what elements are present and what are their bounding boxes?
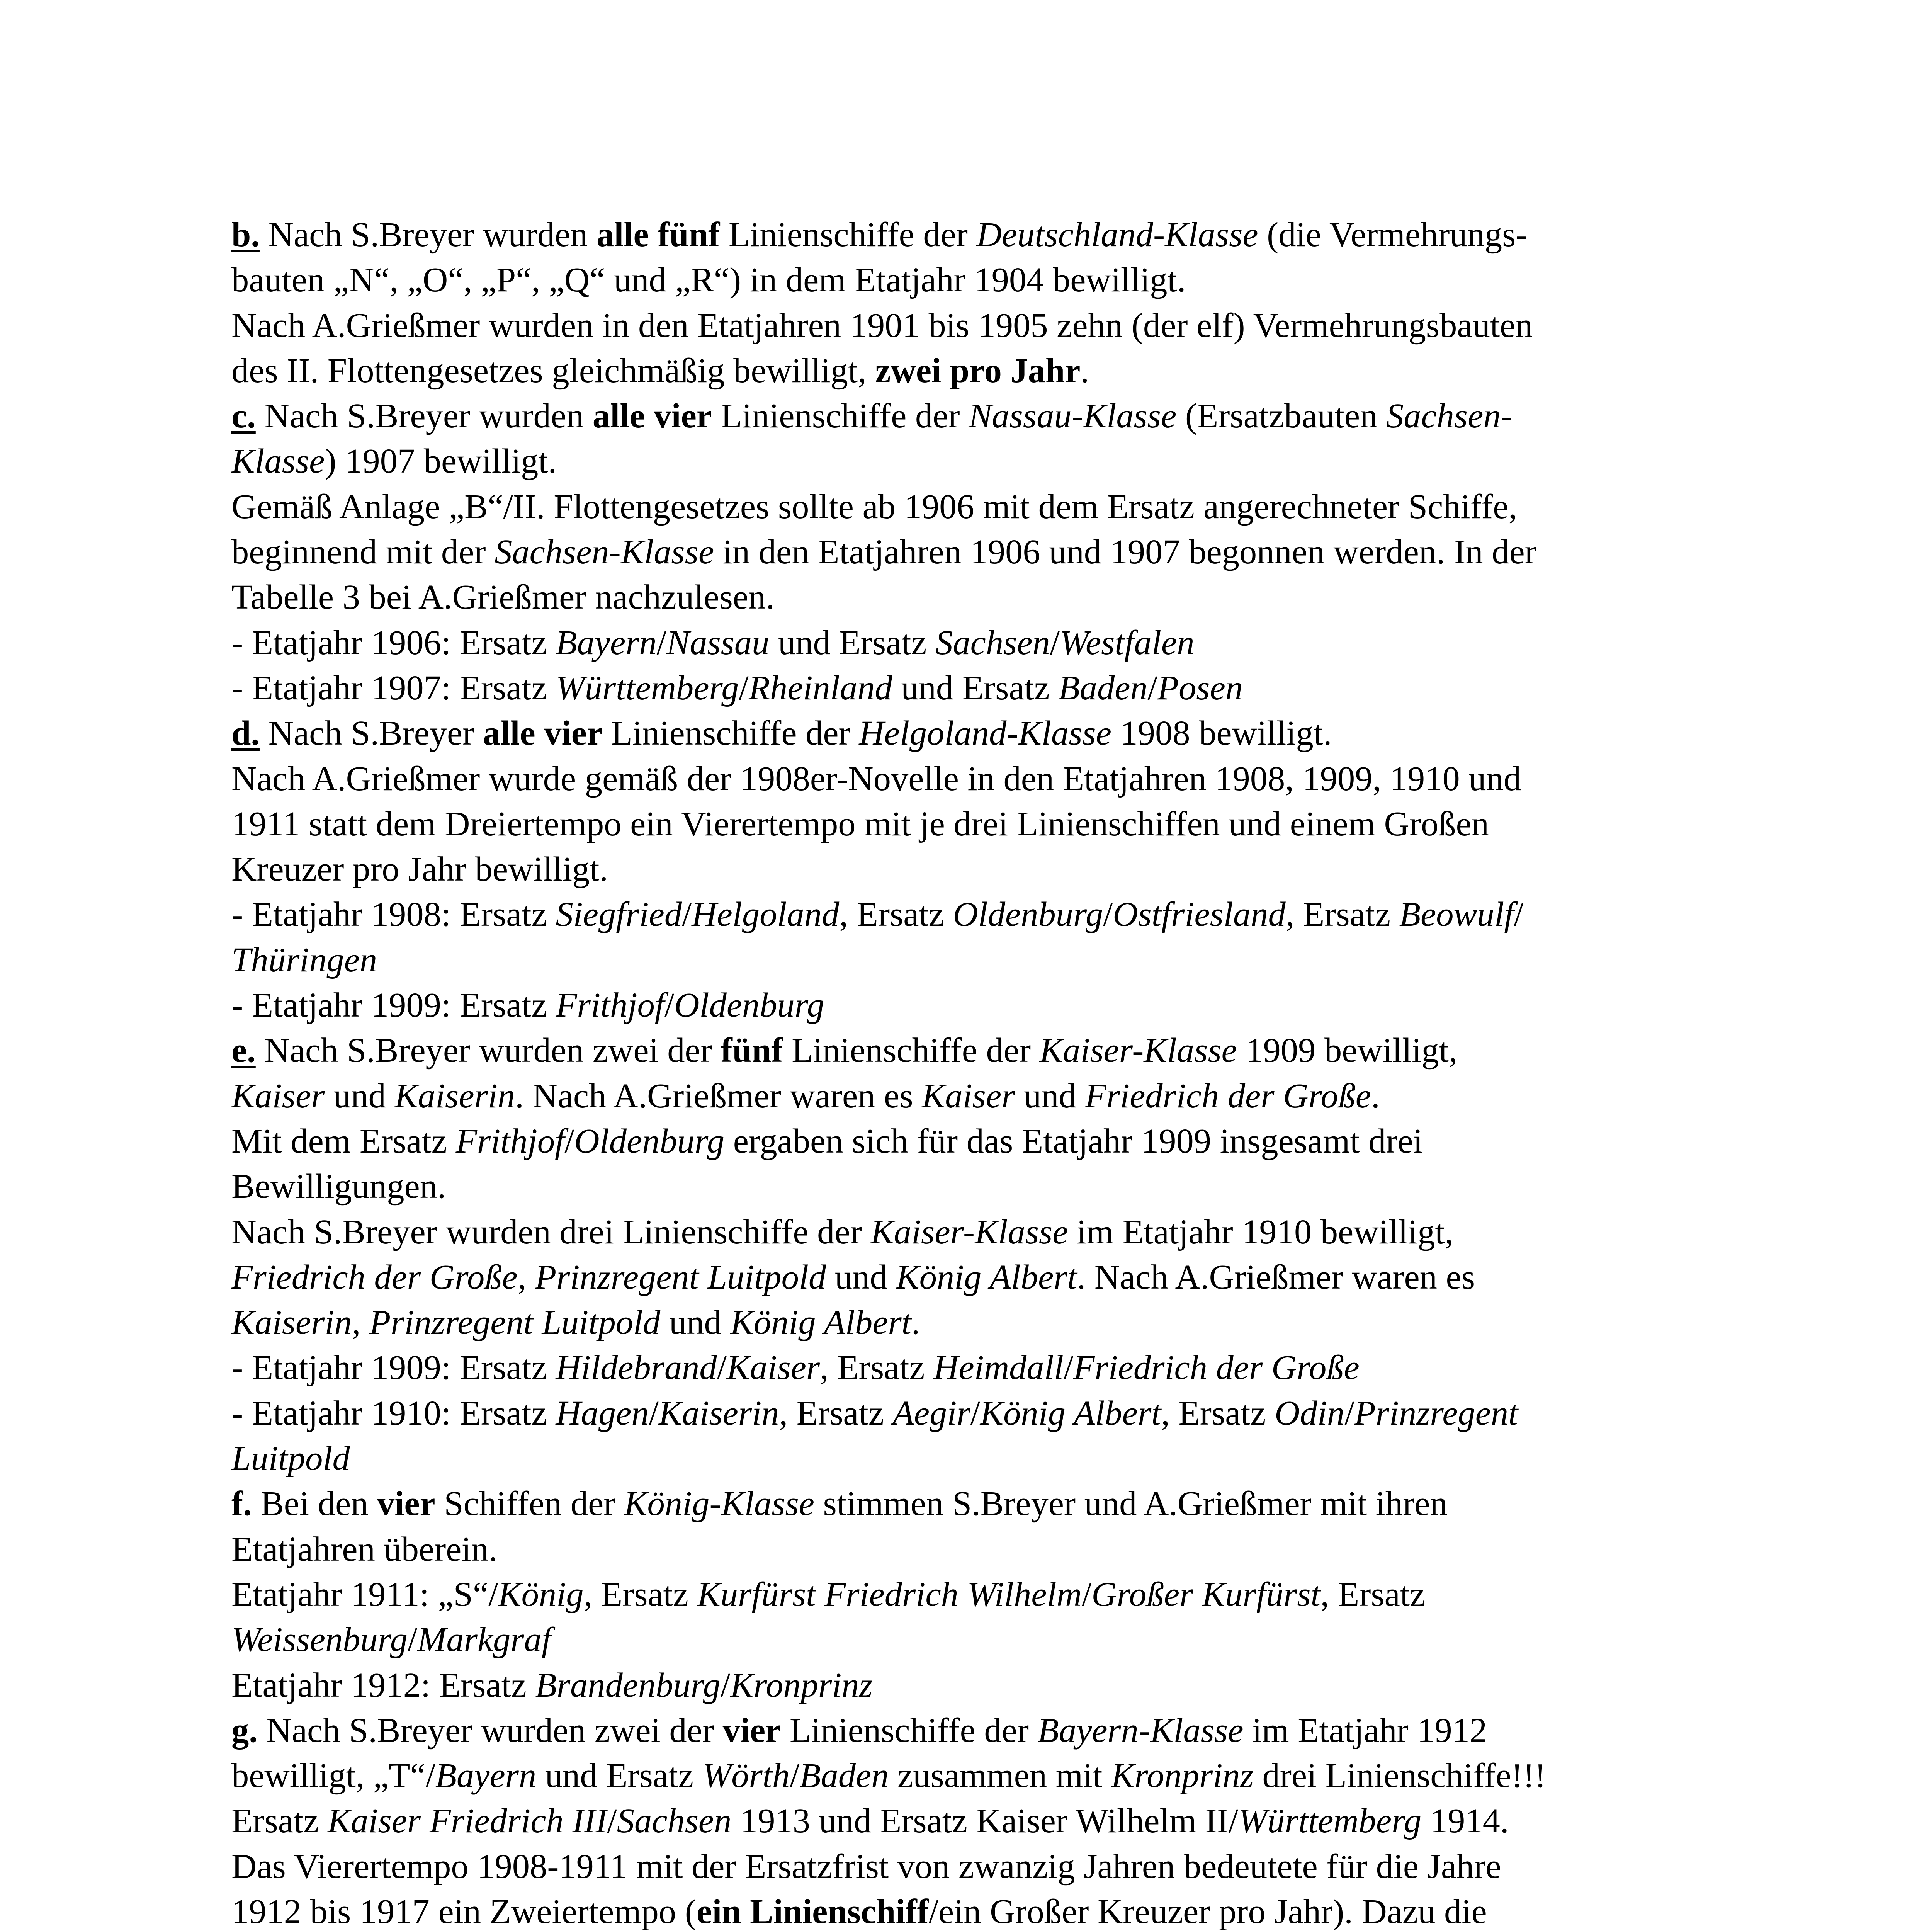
text-line bbox=[231, 257, 1692, 302]
text-run: Brandenburg bbox=[535, 1665, 721, 1704]
text-run: Bayern bbox=[556, 622, 657, 662]
text-run: Bayern-Klasse bbox=[1037, 1710, 1244, 1750]
text-run: Westfalen bbox=[1059, 622, 1195, 662]
text-run: Nach S.Breyer bbox=[259, 713, 483, 753]
text-line bbox=[231, 1390, 1692, 1435]
text-run: vier bbox=[377, 1484, 435, 1523]
text-run: und bbox=[325, 1076, 395, 1115]
text-run: / bbox=[656, 622, 666, 662]
text-run: /ein Großer Kreuzer pro Jahr). Dazu die bbox=[928, 1891, 1487, 1931]
text-line bbox=[231, 438, 1692, 483]
text-run: Aegir bbox=[892, 1393, 970, 1432]
text-run: Württemberg bbox=[1238, 1801, 1422, 1840]
text-run: Helgoland bbox=[692, 895, 840, 934]
text-run: . bbox=[911, 1303, 920, 1342]
text-run: Etatjahr 1911: „S“/ bbox=[231, 1574, 498, 1614]
text-run: Württemberg bbox=[556, 668, 739, 707]
text-run: / bbox=[720, 1665, 731, 1704]
text-run: , Ersatz bbox=[820, 1348, 934, 1387]
text-run: Kaiserin bbox=[658, 1393, 779, 1432]
text-run: / bbox=[717, 1348, 727, 1387]
text-run: / bbox=[739, 668, 749, 707]
text-run: Nach S.Breyer wurden drei Linienschiffe der bbox=[231, 1212, 871, 1251]
text-run: Helgoland-Klasse bbox=[859, 713, 1111, 753]
text-line bbox=[231, 710, 1692, 755]
text-run: Friedrich der Große bbox=[1073, 1348, 1360, 1387]
text-run: Sachsen-Klasse bbox=[495, 532, 714, 571]
text-run: und Ersatz bbox=[769, 622, 936, 662]
text-run: / bbox=[564, 1121, 574, 1160]
text-line bbox=[231, 846, 1692, 891]
text-run: Frithjof bbox=[556, 985, 664, 1025]
text-run: / bbox=[1344, 1393, 1354, 1432]
text-run: Oldenburg bbox=[574, 1121, 725, 1160]
text-run: ergaben sich für das Etatjahr 1909 insgesamt drei bbox=[724, 1121, 1423, 1160]
text-run: / bbox=[1514, 895, 1524, 934]
text-run: Etatjahr 1912: Ersatz bbox=[231, 1665, 535, 1704]
text-run: bewilligt, „T“/ bbox=[231, 1756, 435, 1795]
text-line bbox=[231, 1526, 1692, 1571]
text-run: Thüringen bbox=[231, 940, 377, 979]
text-line bbox=[231, 1798, 1692, 1843]
text-run: Nassau bbox=[666, 622, 770, 662]
text-run: Hagen bbox=[556, 1393, 649, 1432]
text-run: in den Etatjahren 1906 und 1907 begonnen werden. In der bbox=[714, 532, 1536, 571]
text-line bbox=[231, 1481, 1692, 1526]
text-run: König Albert bbox=[980, 1393, 1161, 1432]
text-run: Prinzregent bbox=[1354, 1393, 1518, 1432]
text-line bbox=[231, 937, 1692, 982]
text-line bbox=[231, 393, 1692, 438]
text-run: / bbox=[790, 1756, 800, 1795]
text-run: Kaiser bbox=[922, 1076, 1015, 1115]
text-run: , Ersatz bbox=[1161, 1393, 1275, 1432]
text-run: / bbox=[1082, 1574, 1092, 1614]
text-run: - Etatjahr 1910: Ersatz bbox=[231, 1393, 556, 1432]
text-run: Mit dem Ersatz bbox=[231, 1121, 456, 1160]
text-run: - Etatjahr 1909: Ersatz bbox=[231, 985, 556, 1025]
text-run: / bbox=[1050, 622, 1060, 662]
text-run: Kreuzer pro Jahr bewilligt. bbox=[231, 849, 608, 889]
text-run: Kaiser-Klasse bbox=[1039, 1031, 1237, 1070]
text-run: . bbox=[1080, 350, 1089, 390]
text-run: im Etatjahr 1910 bewilligt, bbox=[1068, 1212, 1454, 1251]
text-run: und bbox=[826, 1257, 896, 1296]
text-run: Markgraf bbox=[417, 1620, 551, 1659]
text-run: . Nach A.Grießmer waren es bbox=[1077, 1257, 1475, 1296]
text-run: vier bbox=[722, 1710, 781, 1750]
text-run: Sachsen- bbox=[1386, 396, 1513, 435]
text-run: Linienschiffe der bbox=[781, 1710, 1038, 1750]
text-run: Prinzregent Luitpold bbox=[369, 1303, 661, 1342]
text-run: Ostfriesland bbox=[1113, 895, 1286, 934]
text-run: Kronprinz bbox=[1111, 1756, 1254, 1795]
text-run: 1912 bis 1917 ein Zweiertempo ( bbox=[231, 1891, 697, 1931]
text-line bbox=[231, 756, 1692, 801]
text-run: beginnend mit der bbox=[231, 532, 495, 571]
text-run: Kronprinz bbox=[730, 1665, 873, 1704]
text-run: drei Linienschiffe!!! bbox=[1253, 1756, 1547, 1795]
text-run: Posen bbox=[1157, 668, 1243, 707]
text-run: / bbox=[664, 985, 675, 1025]
text-run: , Ersatz bbox=[839, 895, 953, 934]
text-run: Gemäß Anlage „B“/II. Flottengesetzes sollte ab 1906 mit dem Ersatz angerechneter Schiffe, bbox=[231, 486, 1518, 526]
text-line bbox=[231, 1073, 1692, 1118]
text-run: Baden bbox=[1058, 668, 1148, 707]
text-line bbox=[231, 574, 1692, 619]
text-run: / bbox=[607, 1801, 617, 1840]
text-run: Schiffen der bbox=[435, 1484, 624, 1523]
text-run: Linienschiffe der bbox=[783, 1031, 1040, 1070]
text-line bbox=[231, 1027, 1692, 1073]
text-line bbox=[231, 212, 1692, 257]
text-run: Bayern bbox=[435, 1756, 537, 1795]
text-run: 1914. bbox=[1421, 1801, 1509, 1840]
text-run: und Ersatz bbox=[892, 668, 1059, 707]
text-run: Siegfried bbox=[556, 895, 682, 934]
text-line bbox=[231, 801, 1692, 846]
text-line bbox=[231, 1889, 1692, 1932]
text-line bbox=[231, 1708, 1692, 1753]
text-run: - Etatjahr 1908: Ersatz bbox=[231, 895, 556, 934]
text-run: - Etatjahr 1909: Ersatz bbox=[231, 1348, 556, 1387]
text-line bbox=[231, 1299, 1692, 1345]
text-run: b. bbox=[231, 215, 260, 254]
text-run: c. bbox=[231, 396, 256, 435]
text-run: und Ersatz bbox=[536, 1756, 702, 1795]
text-run: alle vier bbox=[592, 396, 712, 435]
text-run: König Albert bbox=[896, 1257, 1077, 1296]
text-line bbox=[231, 1662, 1692, 1708]
text-run: 1909 bewilligt, bbox=[1237, 1031, 1458, 1070]
text-run: des II. Flottengesetzes gleichmäßig bewilligt, bbox=[231, 350, 875, 390]
text-run: Deutschland-Klasse bbox=[976, 215, 1258, 254]
text-run: Odin bbox=[1275, 1393, 1345, 1432]
text-run: , bbox=[517, 1257, 535, 1296]
text-run: / bbox=[970, 1393, 980, 1432]
text-run: Oldenburg bbox=[674, 985, 824, 1025]
text-run: Linienschiffe der bbox=[602, 713, 859, 753]
text-run: im Etatjahr 1912 bbox=[1243, 1710, 1487, 1750]
text-run: Prinzregent Luitpold bbox=[535, 1257, 826, 1296]
text-run: Sachsen bbox=[617, 1801, 732, 1840]
text-run: - Etatjahr 1906: Ersatz bbox=[231, 622, 556, 662]
text-run: Luitpold bbox=[231, 1439, 350, 1478]
text-run: , Ersatz bbox=[1285, 895, 1399, 934]
text-line bbox=[231, 620, 1692, 665]
text-run: bauten „N“, „O“, „P“, „Q“ und „R“) in dem Etatjahr 1904 bewilligt. bbox=[231, 260, 1186, 299]
text-run: (die Vermehrungs- bbox=[1258, 215, 1528, 254]
text-run: Großer Kurfürst bbox=[1091, 1574, 1320, 1614]
text-run: ein Linienschiff bbox=[696, 1891, 929, 1931]
text-line bbox=[231, 1254, 1692, 1299]
text-line bbox=[231, 891, 1692, 937]
text-run: Kurfürst Friedrich Wilhelm bbox=[697, 1574, 1082, 1614]
text-run: zwei pro Jahr bbox=[875, 350, 1081, 390]
text-run: Etatjahren überein. bbox=[231, 1529, 498, 1568]
text-run: Nach S.Breyer wurden zwei der bbox=[257, 1710, 723, 1750]
text-line bbox=[231, 1753, 1692, 1798]
text-run: , Ersatz bbox=[779, 1393, 893, 1432]
text-run: / bbox=[1147, 668, 1157, 707]
text-run: Nach A.Grießmer wurde gemäß der 1908er-Novelle in den Etatjahren 1908, 1909, 1910 und bbox=[231, 759, 1521, 798]
text-line bbox=[231, 484, 1692, 529]
text-run: und bbox=[1015, 1076, 1085, 1115]
text-line bbox=[231, 982, 1692, 1027]
text-run: Oldenburg bbox=[953, 895, 1103, 934]
text-line bbox=[231, 1617, 1692, 1662]
text-line bbox=[231, 303, 1692, 348]
text-run: ) 1907 bewilligt. bbox=[325, 441, 557, 481]
text-run: / bbox=[407, 1620, 418, 1659]
text-run: zusammen mit bbox=[889, 1756, 1111, 1795]
text-run: Rheinland bbox=[748, 668, 892, 707]
text-line bbox=[231, 665, 1692, 710]
text-line bbox=[231, 1118, 1692, 1163]
text-run: 1911 statt dem Dreiertempo ein Vierertempo mit je drei Linienschiffen und einem Großen bbox=[231, 804, 1489, 843]
text-run: 1908 bewilligt. bbox=[1111, 713, 1332, 753]
text-run: / bbox=[649, 1393, 659, 1432]
body-text bbox=[231, 212, 1692, 1932]
text-line bbox=[231, 1435, 1692, 1481]
text-run: g. bbox=[231, 1710, 258, 1750]
text-line bbox=[231, 1163, 1692, 1209]
text-run: stimmen S.Breyer und A.Grießmer mit ihren bbox=[814, 1484, 1448, 1523]
text-run: e. bbox=[231, 1031, 256, 1070]
text-run: d. bbox=[231, 713, 260, 753]
text-run: Weissenburg bbox=[231, 1620, 408, 1659]
text-run: Bei den bbox=[252, 1484, 377, 1523]
text-run: Heimdall bbox=[933, 1348, 1064, 1387]
text-run: und bbox=[660, 1303, 731, 1342]
text-run: König bbox=[498, 1574, 584, 1614]
text-run: Das Vierertempo 1908-1911 mit der Ersatzfrist von zwanzig Jahren bedeutete für die Jahre bbox=[231, 1846, 1501, 1886]
text-line bbox=[231, 1571, 1692, 1617]
text-run: . Nach A.Grießmer waren es bbox=[515, 1076, 922, 1115]
text-run: , Ersatz bbox=[1320, 1574, 1426, 1614]
text-run: Kaiserin bbox=[394, 1076, 515, 1115]
text-run: Nach S.Breyer wurden bbox=[255, 396, 593, 435]
text-run: Kaiser Friedrich III bbox=[327, 1801, 607, 1840]
text-run: Nach S.Breyer wurden bbox=[259, 215, 597, 254]
text-run: Nassau-Klasse bbox=[969, 396, 1177, 435]
text-run: Nach A.Grießmer wurden in den Etatjahren 1901 bis 1905 zehn (der elf) Vermehrungsbauten bbox=[231, 305, 1533, 345]
text-run: / bbox=[1103, 895, 1113, 934]
text-run: Kaiser-Klasse bbox=[870, 1212, 1068, 1251]
text-line bbox=[231, 1345, 1692, 1390]
text-run: , bbox=[352, 1303, 370, 1342]
text-run: Kaiser bbox=[726, 1348, 820, 1387]
text-run: f. bbox=[231, 1484, 252, 1523]
text-run: Ersatz bbox=[231, 1801, 328, 1840]
text-run: . bbox=[1371, 1076, 1380, 1115]
text-run: König-Klasse bbox=[624, 1484, 814, 1523]
text-line bbox=[231, 348, 1692, 393]
text-run: Linienschiffe der bbox=[720, 215, 977, 254]
text-run: Wörth bbox=[702, 1756, 790, 1795]
text-run: / bbox=[1063, 1348, 1074, 1387]
text-line bbox=[231, 529, 1692, 574]
text-run: 1913 und Ersatz Kaiser Wilhelm II/ bbox=[731, 1801, 1238, 1840]
text-run: (Ersatzbauten bbox=[1176, 396, 1386, 435]
text-run: fünf bbox=[721, 1031, 783, 1070]
text-run: Friedrich der Große bbox=[231, 1257, 518, 1296]
text-run: Linienschiffe der bbox=[712, 396, 969, 435]
text-run: Kaiser bbox=[231, 1076, 325, 1115]
text-run: Baden bbox=[799, 1756, 889, 1795]
text-run: Klasse bbox=[231, 441, 325, 481]
text-run: König Albert bbox=[730, 1303, 911, 1342]
text-run: - Etatjahr 1907: Ersatz bbox=[231, 668, 556, 707]
text-run: Beowulf bbox=[1399, 895, 1514, 934]
text-run: Kaiserin bbox=[231, 1303, 352, 1342]
text-run: Bewilligungen. bbox=[231, 1167, 446, 1206]
text-line bbox=[231, 1844, 1692, 1889]
text-run: Sachsen bbox=[935, 622, 1050, 662]
text-line bbox=[231, 1209, 1692, 1254]
text-run: Nach S.Breyer wurden zwei der bbox=[255, 1031, 721, 1070]
text-run: Hildebrand bbox=[556, 1348, 717, 1387]
text-run: / bbox=[682, 895, 692, 934]
text-run: , Ersatz bbox=[583, 1574, 697, 1614]
text-run: Tabelle 3 bei A.Grießmer nachzulesen. bbox=[231, 577, 775, 617]
text-run: alle fünf bbox=[597, 215, 720, 254]
text-run: Frithjof bbox=[455, 1121, 565, 1160]
text-run: Friedrich der Große bbox=[1085, 1076, 1371, 1115]
text-run: alle vier bbox=[483, 713, 603, 753]
